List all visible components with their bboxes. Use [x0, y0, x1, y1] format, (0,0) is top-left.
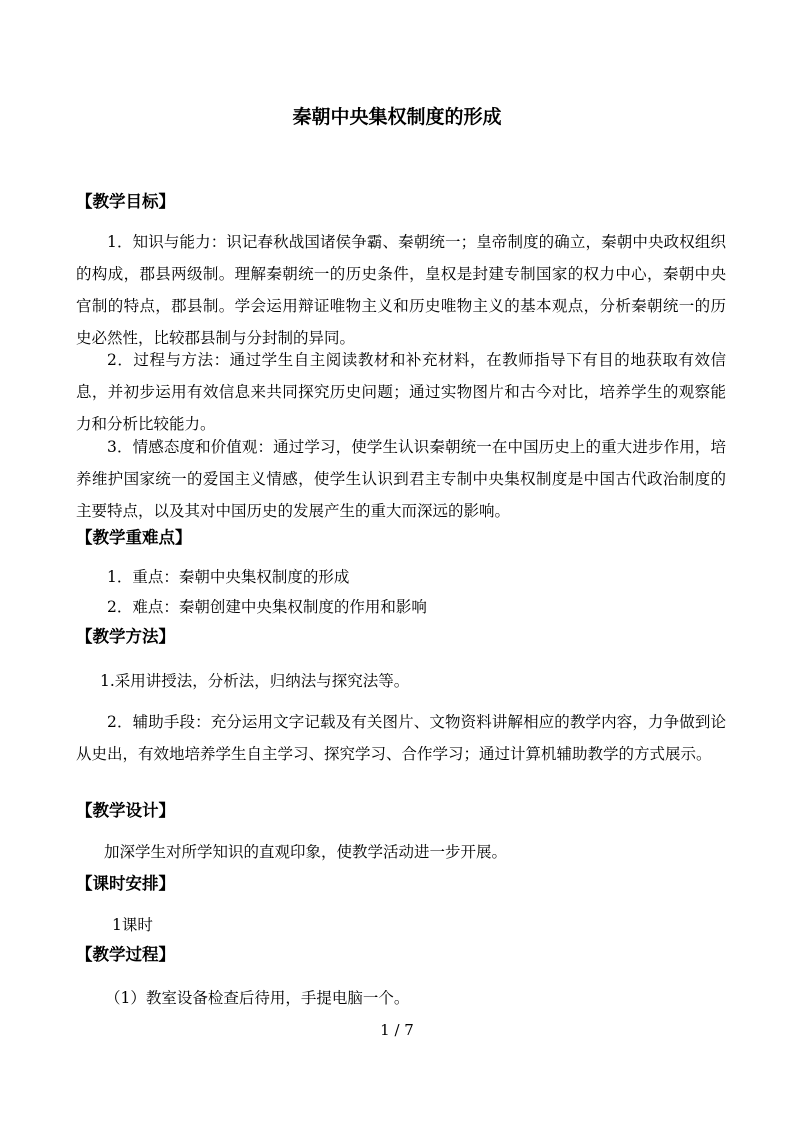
methods-paragraph-2: 2．辅助手段：充分运用文字记载及有关图片、文物资料讲解相应的教学内容，力争做到论从史出，有效地培养学生自主学习、探究学习、合作学习；通过计算机辅助教学的方式展示。 — [76, 713, 726, 763]
methods-item-1: 1.采用讲授法，分析法，归纳法与探究法等。 — [100, 672, 410, 690]
document-title: 秦朝中央集权制度的形成 — [292, 106, 502, 128]
heading-methods: 【教学方法】 — [76, 627, 175, 646]
key-points-item-2: 2．难点：秦朝创建中央集权制度的作用和影响 — [107, 598, 427, 616]
objectives-paragraph-2: 2．过程与方法：通过学生自主阅读教材和补充材料，在教师指导下有目的地获取有效信息，并初步运用有效信息来共同探究历史问题；通过实物图片和古今对比，培养学生的观察能力和分析比较能力。 — [76, 351, 726, 433]
page-number: 1 / 7 — [380, 1021, 414, 1039]
heading-process: 【教学过程】 — [76, 945, 175, 964]
schedule-paragraph: 1课时 — [112, 916, 153, 934]
objectives-paragraph-1: 1．知识与能力：识记春秋战国诸侯争霸、秦朝统一；皇帝制度的确立，秦朝中央政权组织的构成，郡县两级制。理解秦朝统一的历史条件，皇权是封建专制国家的权力中心，秦朝中央官制的特点，郡县制。学会运用辩证唯物主义和历史唯物主义的基本观点，分析秦朝统一的历史必然性，比较郡县制与分封制的异同。 — [76, 233, 726, 347]
key-points-item-1: 1．重点：秦朝中央集权制度的形成 — [107, 568, 350, 586]
heading-key-points: 【教学重难点】 — [76, 528, 192, 547]
process-paragraph: （1）教室设备检查后待用，手提电脑一个。 — [105, 989, 410, 1007]
heading-design: 【教学设计】 — [76, 801, 175, 820]
heading-objectives: 【教学目标】 — [76, 192, 175, 211]
heading-schedule: 【课时安排】 — [76, 874, 175, 893]
design-paragraph: 加深学生对所学知识的直观印象，使教学活动进一步开展。 — [104, 843, 508, 861]
objectives-paragraph-3: 3．情感态度和价值观：通过学习，使学生认识秦朝统一在中国历史上的重大进步作用，培养维护国家统一的爱国主义情感，使学生认识到君主专制中央集权制度是中国古代政治制度的主要特点，以及其对中国历史的发展产生的重大而深远的影响。 — [76, 438, 726, 520]
